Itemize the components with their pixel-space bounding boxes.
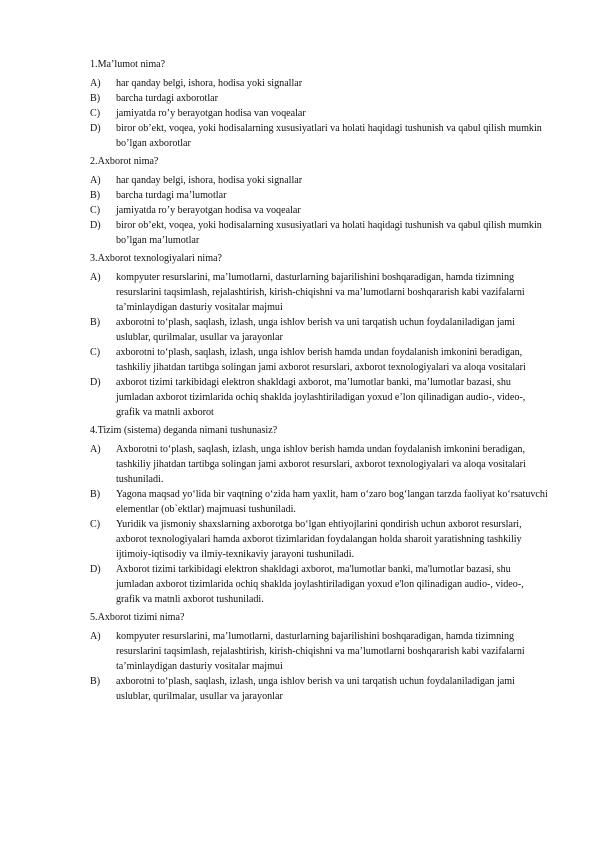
question-title: 5.Axborot tizimi nima? — [90, 612, 185, 623]
option-letter: D) — [90, 220, 101, 231]
option-text: barcha turdagi axborotlar — [116, 93, 219, 104]
question-title: 2.Axborot nima? — [90, 156, 159, 167]
option-list — [90, 629, 548, 704]
option-text: Yagona maqsad yo‘lida bir vaqtning o‘zida ham yaxlit, ham o‘zaro bog‘langan tarzda faoliyat ko‘rsatuvchi elementlar (ob`ektlar) majmuasi tushuniladi. — [116, 489, 548, 515]
option-letter: A) — [90, 272, 101, 283]
option-c — [90, 345, 548, 375]
option-a — [90, 442, 548, 487]
option-letter: B) — [90, 93, 101, 104]
option-c — [90, 517, 548, 562]
option-text: jamiyatda ro’y berayotgan hodisa va voqealar — [116, 205, 301, 216]
option-list — [90, 76, 548, 151]
option-b — [90, 487, 548, 517]
option-b — [90, 188, 548, 203]
option-letter: C) — [90, 108, 101, 119]
option-letter: B) — [90, 190, 101, 201]
option-list — [90, 270, 548, 420]
option-text: barcha turdagi ma’lumotlar — [116, 190, 227, 201]
option-letter: D) — [90, 123, 101, 134]
option-letter: A) — [90, 78, 101, 89]
question-2 — [90, 154, 548, 248]
option-letter: D) — [90, 377, 101, 388]
option-text: Axborotni to‘plash, saqlash, izlash, unga ishlov berish hamda undan foydalanish imkonini beradigan, tashkiliy jihatdan tartibga solingan jami axborot resurslari, axborot texnologiyalari va aloqa vositalari tushuniladi. — [116, 444, 526, 485]
document-page — [90, 57, 548, 707]
option-b — [90, 674, 548, 704]
option-letter: A) — [90, 444, 101, 455]
option-d — [90, 121, 548, 151]
question-title: 4.Tizim (sistema) deganda nimani tushunasiz? — [90, 425, 278, 436]
option-letter: C) — [90, 205, 101, 216]
option-text: axborot tizimi tarkibidagi elektron shakldagi axborot, ma’lumotlar banki, ma’lumotlar bazasi, shu jumladan axborot tizimlarida ochiq shaklda joylashtiriladigan yoxud e’lon qilinadigan audio-, video-, grafik va matnli axborot — [116, 377, 526, 418]
question-title: 1.Ma’lumot nima? — [90, 59, 166, 70]
option-list — [90, 173, 548, 248]
question-3 — [90, 251, 548, 420]
option-d — [90, 562, 548, 607]
option-text: kompyuter resurslarini, ma’lumotlarni, dasturlarning bajarilishini boshqaradigan, hamda tizimning resurslarini taqsimlash, rejalashtirish, kirish-chiqishni va ma’lumotlarni boshqararish kabi vazifalarni ta’minlaydigan dasturiy vositalar majmui — [116, 631, 525, 672]
option-text: axborotni to‘plash, saqlash, izlash, unga ishlov berish va uni tarqatish uchun foydalaniladigan jami uslublar, qurilmalar, usullar va jarayonlar — [116, 676, 515, 702]
option-text: biror ob’ekt, voqea, yoki hodisalarning xususiyatlari va holati haqidagi tushunish va qabul qilish mumkin bo’lgan ma’lumotlar — [116, 220, 542, 246]
option-text: jamiyatda ro’y berayotgan hodisa van voqealar — [116, 108, 306, 119]
question-title: 3.Axborot texnologiyalari nima? — [90, 253, 223, 264]
option-letter: C) — [90, 347, 101, 358]
option-a — [90, 76, 548, 91]
option-letter: B) — [90, 676, 101, 687]
option-text: axborotni to‘plash, saqlash, izlash, unga ishlov berish va uni tarqatish uchun foydalaniladigan jami uslublar, qurilmalar, usullar va jarayonlar — [116, 317, 515, 343]
option-a — [90, 270, 548, 315]
option-letter: A) — [90, 631, 101, 642]
option-text: har qanday belgi, ishora, hodisa yoki signallar — [116, 78, 303, 89]
question-5 — [90, 610, 548, 704]
option-d — [90, 218, 548, 248]
option-letter: C) — [90, 519, 101, 530]
option-letter: D) — [90, 564, 101, 575]
option-text: biror ob’ekt, voqea, yoki hodisalarning xususiyatlari va holati haqidagi tushunish va qabul qilish mumkin bo’lgan axborotlar — [116, 123, 542, 149]
option-letter: A) — [90, 175, 101, 186]
option-letter: B) — [90, 489, 101, 500]
option-d — [90, 375, 548, 420]
option-a — [90, 629, 548, 674]
option-text: Yuridik va jismoniy shaxslarning axborotga bo‘lgan ehtiyojlarini qondirish uchun axborot resurslari, axborot texnologiyalari hamda axborot tizimlaridan foydalangan holda sharoit yaratishning tashkiliy ijtimoiy-iqtisodiy va ilmiy-texnikaviy jarayoni tushuniladi. — [116, 519, 522, 560]
option-text: kompyuter resurslarini, ma’lumotlarni, dasturlarning bajarilishini boshqaradigan, hamda tizimning resurslarini taqsimlash, rejalashtirish, kirish-chiqishni va ma’lumotlarni boshqararish kabi vazifalarni ta’minlaydigan dasturiy vositalar majmui — [116, 272, 525, 313]
question-4 — [90, 423, 548, 607]
option-text: axborotni to‘plash, saqlash, izlash, unga ishlov berish hamda undan foydalanish imkonini beradigan, tashkiliy jihatdan tartibga solingan jami axborot resurslari, axborot texnologiyalari va aloqa vositalari — [116, 347, 526, 373]
option-b — [90, 315, 548, 345]
option-a — [90, 173, 548, 188]
question-1 — [90, 57, 548, 151]
option-c — [90, 106, 548, 121]
option-c — [90, 203, 548, 218]
option-list — [90, 442, 548, 607]
option-letter: B) — [90, 317, 101, 328]
option-text: har qanday belgi, ishora, hodisa yoki signallar — [116, 175, 303, 186]
option-text: Axborot tizimi tarkibidagi elektron shakldagi axborot, ma'lumotlar banki, ma'lumotlar bazasi, shu jumladan axborot tizimlarida ochiq shaklda joylashtiriladigan yoxud e'lon qilinadigan audio-, video-, grafik va matnli axborot tushuniladi. — [116, 564, 524, 605]
option-b — [90, 91, 548, 106]
